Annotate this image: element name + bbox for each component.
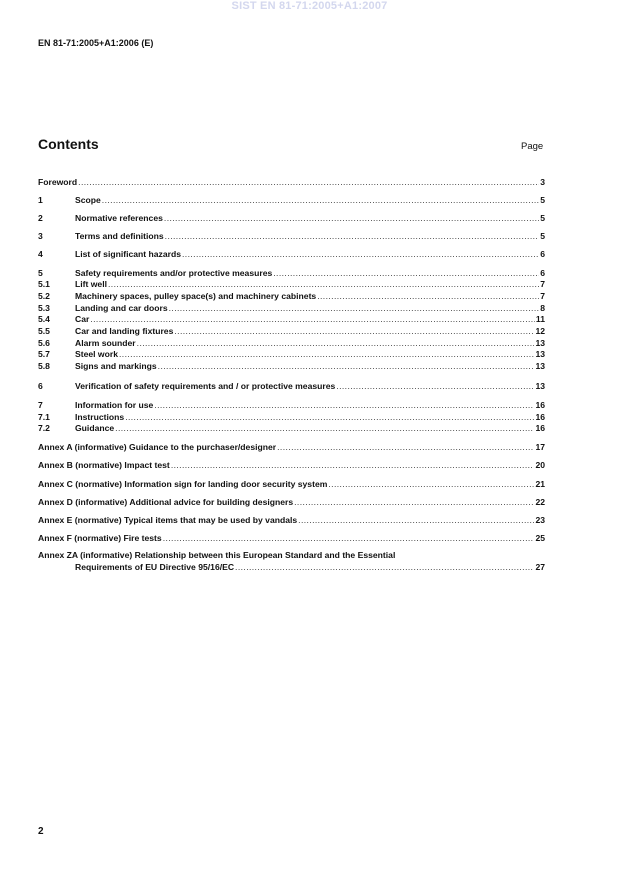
toc-entry-title: Annex F (normative) Fire tests xyxy=(38,533,162,543)
contents-title: Contents xyxy=(38,136,99,152)
toc-entry-title: Car and landing fixtures xyxy=(75,326,174,336)
toc-entry-title: Annex E (normative) Typical items that may be used by vandals xyxy=(38,515,298,525)
toc-entry-page: 27 xyxy=(535,562,545,572)
toc-entry-title: Signs and markings xyxy=(75,361,157,371)
toc-entry-page: 7 xyxy=(540,279,545,289)
toc-entry-page: 13 xyxy=(535,338,545,348)
toc-entry-title: Normative references xyxy=(75,213,163,223)
toc-entry-7-2[interactable] xyxy=(38,422,545,434)
dot-leader xyxy=(294,496,534,508)
toc-entry-5-8[interactable] xyxy=(38,360,545,372)
toc-entry-number: 5.2 xyxy=(38,291,50,301)
dot-leader xyxy=(90,313,535,325)
toc-entry-title: Steel work xyxy=(75,349,118,359)
dot-leader xyxy=(119,348,534,360)
toc-entry-number: 5.5 xyxy=(38,326,50,336)
dot-leader xyxy=(298,514,534,526)
dot-leader xyxy=(336,380,534,392)
dot-leader xyxy=(317,290,539,302)
toc-entry-foreword[interactable] xyxy=(38,176,545,188)
toc-entry-annex-f[interactable] xyxy=(38,532,545,544)
dot-leader xyxy=(171,459,535,471)
toc-entry-title: Lift well xyxy=(75,279,107,289)
toc-entry-title: Scope xyxy=(75,195,101,205)
toc-entry-page: 5 xyxy=(540,213,545,223)
toc-entry-title: Annex B (normative) Impact test xyxy=(38,460,170,470)
toc-entry-5-7[interactable] xyxy=(38,348,545,360)
toc-entry-title: Safety requirements and/or protective measures xyxy=(75,268,273,278)
toc-entry-title: Car xyxy=(75,314,90,324)
toc-entry-page: 5 xyxy=(540,195,545,205)
toc-entry-number: 4 xyxy=(38,249,43,259)
toc-entry-number: 5.6 xyxy=(38,338,50,348)
toc-entry-title: Alarm sounder xyxy=(75,338,136,348)
toc-entry-page: 13 xyxy=(535,381,545,391)
toc-entry-page: 6 xyxy=(540,268,545,278)
toc-entry-annex-a[interactable] xyxy=(38,441,545,453)
toc-entry-page: 17 xyxy=(535,442,545,452)
dot-leader xyxy=(174,325,534,337)
toc-entry-page: 23 xyxy=(535,515,545,525)
toc-entry-page: 22 xyxy=(535,497,545,507)
toc-entry-number: 5.1 xyxy=(38,279,50,289)
dot-leader xyxy=(164,212,539,224)
toc-entry-page: 3 xyxy=(540,177,545,187)
dot-leader xyxy=(154,399,534,411)
toc-entry-4[interactable] xyxy=(38,248,545,260)
toc-entry-title: Landing and car doors xyxy=(75,303,168,313)
toc-entry-number: 2 xyxy=(38,213,43,223)
toc-entry-annex-za[interactable] xyxy=(75,561,545,573)
page-column-label: Page xyxy=(521,141,544,152)
toc-entry-title: Annex C (normative) Information sign for landing door security system xyxy=(38,479,328,489)
toc-entry-title: Annex D (informative) Additional advice for building designers xyxy=(38,497,294,507)
toc-entry-number: 6 xyxy=(38,381,43,391)
toc-entry-page: 16 xyxy=(535,412,545,422)
dot-leader xyxy=(158,360,535,372)
toc-entry-page: 16 xyxy=(535,400,545,410)
toc-entry-page: 11 xyxy=(535,314,545,324)
dot-leader xyxy=(235,561,534,573)
toc-entry-title: Instructions xyxy=(75,412,125,422)
document-id: EN 81-71:2005+A1:2006 (E) xyxy=(38,38,154,48)
dot-leader xyxy=(78,176,539,188)
toc-entry-title: List of significant hazards xyxy=(75,249,182,259)
toc-entry-annex-za-line1[interactable]: Annex ZA (informative) Relationship between this European Standard and the Essential xyxy=(38,550,396,560)
toc-entry-6[interactable] xyxy=(38,380,545,392)
toc-entry-number: 5.3 xyxy=(38,303,50,313)
toc-entry-5-5[interactable] xyxy=(38,325,545,337)
toc-entry-page: 7 xyxy=(540,291,545,301)
toc-entry-title: Guidance xyxy=(75,423,115,433)
watermark: SIST EN 81-71:2005+A1:2007 xyxy=(231,0,388,12)
dot-leader xyxy=(165,230,540,242)
toc-entry-annex-b[interactable] xyxy=(38,459,545,471)
toc-entry-number: 7.2 xyxy=(38,423,50,433)
toc-entry-number: 3 xyxy=(38,231,43,241)
toc-entry-page: 12 xyxy=(535,326,545,336)
toc-entry-title: Terms and definitions xyxy=(75,231,164,241)
toc-entry-annex-c[interactable] xyxy=(38,478,545,490)
toc-entry-page: 6 xyxy=(540,249,545,259)
toc-entry-title: Verification of safety requirements and / or protective measures xyxy=(75,381,336,391)
toc-entry-title: Annex A (informative) Guidance to the purchaser/designer xyxy=(38,442,277,452)
toc-entry-5-2[interactable] xyxy=(38,290,545,302)
toc-entry-1[interactable] xyxy=(38,194,545,206)
toc-entry-page: 25 xyxy=(535,533,545,543)
toc-entry-7[interactable] xyxy=(38,399,545,411)
page-number: 2 xyxy=(38,826,44,837)
toc-entry-title: Requirements of EU Directive 95/16/EC xyxy=(75,562,235,572)
toc-entry-page: 13 xyxy=(535,361,545,371)
toc-entry-number: 1 xyxy=(38,195,43,205)
toc-entry-number: 5.8 xyxy=(38,361,50,371)
toc-entry-page: 8 xyxy=(540,303,545,313)
toc-entry-page: 5 xyxy=(540,231,545,241)
toc-entry-annex-d[interactable] xyxy=(38,496,545,508)
toc-entry-title: Information for use xyxy=(75,400,154,410)
toc-entry-page: 20 xyxy=(535,460,545,470)
toc-entry-title: Foreword xyxy=(38,177,78,187)
dot-leader xyxy=(102,194,539,206)
toc-entry-page: 16 xyxy=(535,423,545,433)
dot-leader xyxy=(108,278,539,290)
dot-leader xyxy=(163,532,535,544)
toc-entry-page: 21 xyxy=(535,479,545,489)
dot-leader xyxy=(115,422,534,434)
toc-entry-2[interactable] xyxy=(38,212,545,224)
toc-entry-annex-e[interactable] xyxy=(38,514,545,526)
toc-entry-3[interactable] xyxy=(38,230,545,242)
dot-leader xyxy=(277,441,534,453)
dot-leader xyxy=(328,478,534,490)
toc-entry-number: 5.4 xyxy=(38,314,50,324)
toc-entry-number: 7.1 xyxy=(38,412,50,422)
toc-entry-number: 5 xyxy=(38,268,43,278)
toc-entry-title: Machinery spaces, pulley space(s) and machinery cabinets xyxy=(75,291,317,301)
dot-leader xyxy=(182,248,539,260)
toc-entry-number: 5.7 xyxy=(38,349,50,359)
toc-entry-number: 7 xyxy=(38,400,43,410)
toc-entry-page: 13 xyxy=(535,349,545,359)
toc-entry-5-4[interactable] xyxy=(38,313,545,325)
toc-entry-5-1[interactable] xyxy=(38,278,545,290)
